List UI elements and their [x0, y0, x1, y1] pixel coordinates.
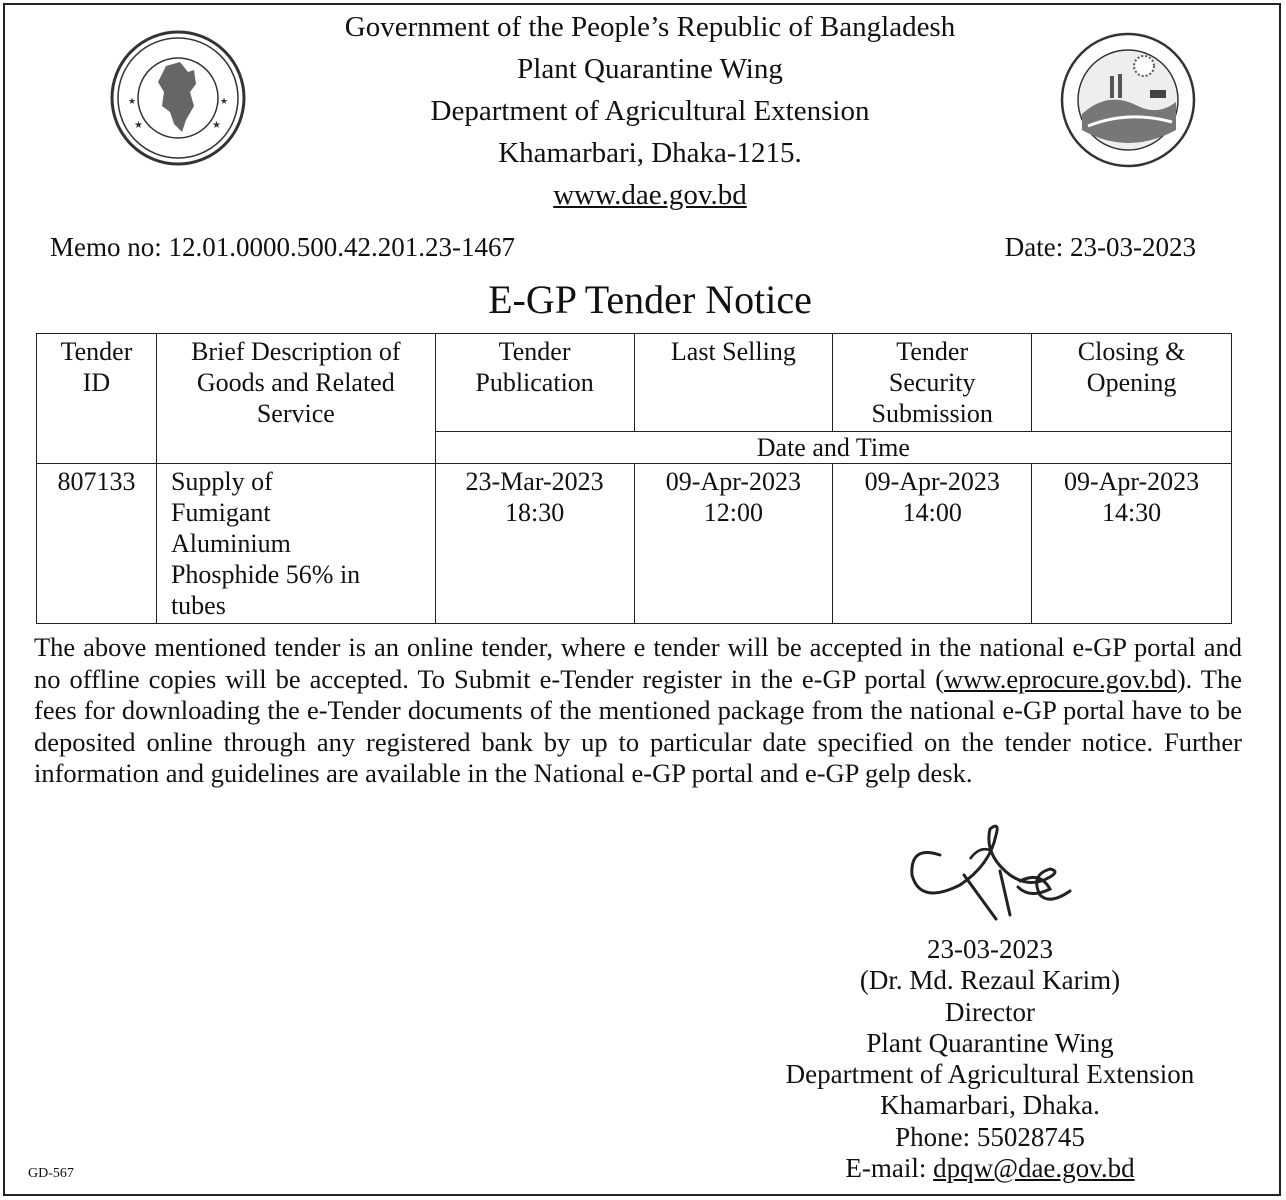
notice-paragraph: The above mentioned tender is an online tender, where e tender will be accepted in the national e-GP portal and no offline copies will be accepted. To Submit e-Tender register in the e-GP portal (www.eprocure.gov.bd). The fees for downloading the e-Tender documents of the mentioned package from the national e-GP portal have to be deposited online through any registered bank by up to particular date specified on the tender notice. Further information and guidelines are available in the National e-GP portal and e-GP gelp desk.	[34, 632, 1242, 788]
signatory-email-line: E-mail: dpqw@dae.gov.bd	[845, 1153, 1135, 1184]
header-security: Tender Security Submission	[833, 334, 1032, 432]
tender-table	[36, 333, 1232, 624]
svg-text:★: ★	[134, 120, 143, 131]
signature-image	[900, 815, 1080, 925]
date-and-time-label: Date and Time	[435, 432, 1231, 464]
cell-publication: 23-Mar-2023 18:30	[435, 464, 634, 624]
header-closing: Closing & Opening	[1032, 334, 1232, 432]
header-last-selling: Last Selling	[634, 334, 833, 432]
signatory-location: Khamarbari, Dhaka.	[880, 1090, 1100, 1121]
cell-security: 09-Apr-2023 14:00	[833, 464, 1032, 624]
signatory-department: Department of Agricultural Extension	[785, 1059, 1195, 1090]
svg-text:★: ★	[128, 96, 137, 106]
signatory-name: (Dr. Md. Rezaul Karim)	[859, 965, 1121, 996]
header-description: Brief Description of Goods and Related Service	[156, 334, 435, 464]
svg-text:★: ★	[212, 120, 221, 131]
signature-date: 23-03-2023	[927, 934, 1053, 964]
cell-description: Supply of Fumigant Aluminium Phosphide 56% in tubes	[156, 464, 435, 624]
letterhead	[0, 6, 1286, 216]
cell-tender-id: 807133	[37, 464, 157, 624]
table-row	[37, 464, 1232, 624]
cell-last-selling: 09-Apr-2023 12:00	[634, 464, 833, 624]
footer-code: GD-567	[28, 1166, 74, 1181]
signatory-phone: Phone: 55028745	[895, 1121, 1085, 1152]
signatory-designation: Director	[945, 996, 1035, 1027]
header-website-link[interactable]: www.dae.gov.bd	[553, 179, 747, 211]
header-address: Khamarbari, Dhaka-1215.	[498, 137, 802, 169]
svg-text:★: ★	[220, 96, 229, 106]
header-wing: Plant Quarantine Wing	[517, 53, 783, 85]
cell-closing: 09-Apr-2023 14:30	[1032, 464, 1232, 624]
email-link[interactable]: dpqw@dae.gov.bd	[933, 1153, 1135, 1184]
header-department: Department of Agricultural Extension	[430, 95, 870, 127]
notice-title: E-GP Tender Notice	[488, 277, 812, 322]
signatory-wing: Plant Quarantine Wing	[866, 1027, 1114, 1058]
header-publication: Tender Publication	[435, 334, 634, 432]
notice-date: Date: 23-03-2023	[1004, 232, 1196, 262]
header-government: Government of the People’s Republic of Bangladesh	[344, 11, 956, 43]
eprocure-link[interactable]: www.eprocure.gov.bd	[944, 663, 1177, 694]
table-header-row	[37, 334, 1232, 432]
memo-number: Memo no: 12.01.0000.500.42.201.23-1467	[50, 232, 515, 262]
header-tender-id: Tender ID	[37, 334, 157, 464]
signature-block	[740, 934, 1240, 1184]
